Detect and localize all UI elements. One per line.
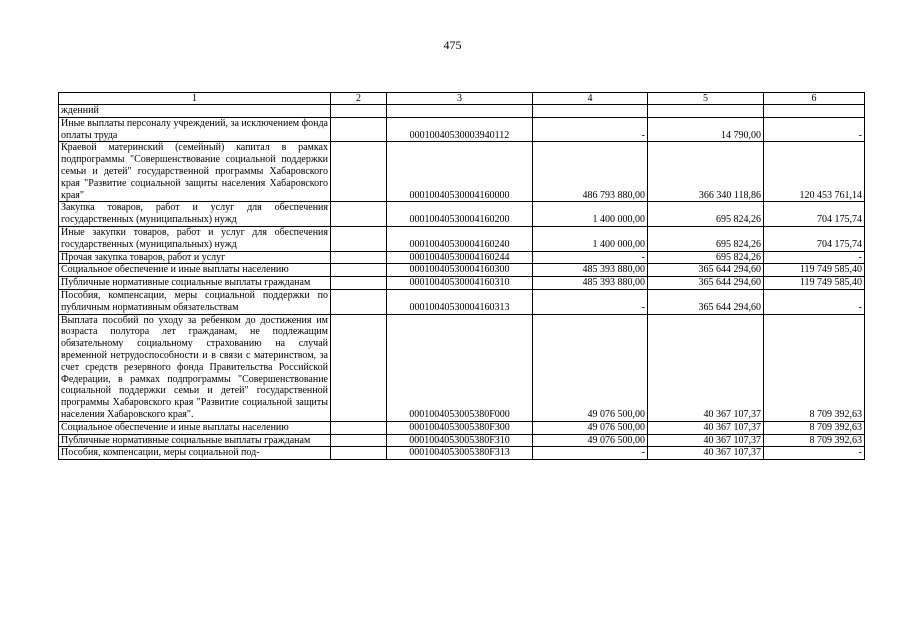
row-value-5: 695 824,26 <box>648 202 764 227</box>
table-row <box>59 142 865 202</box>
row-code: 00010040530003940112 <box>387 117 533 142</box>
row-name: Пособия, компенсации, меры социальной поддержки по публичным нормативным обязательствам <box>59 289 331 314</box>
row-code: 00010040530004160200 <box>387 202 533 227</box>
table-row <box>59 434 865 447</box>
row-name: Выплата пособий по уходу за ребенком до достижения им возраста полутора лет гражданам, не подлежащим обязательному социальному страхованию на случай временной нетрудоспособности и в связи с материнством, за счет средств резервного фонда Правительства Российской Федерации, в рамках подпрограммы "Совершенствование социальной поддержки семьи и детей" государственной программы Хабаровского края "Развитие социальной защиты населения Хабаровского края". <box>59 314 331 421</box>
row-name: Краевой материнский (семейный) капитал в рамках подпрограммы "Совершенствование социальной поддержки семьи и детей" государственной программы Хабаровского края "Развитие социальной защиты населения Хабаровского края" <box>59 142 331 202</box>
row-value-5: 366 340 118,86 <box>648 142 764 202</box>
table-row <box>59 226 865 251</box>
row-col2 <box>331 117 387 142</box>
budget-table <box>58 92 865 460</box>
row-value-4: - <box>533 251 648 264</box>
row-value-6: 8 709 392,63 <box>764 421 865 434</box>
table-row <box>59 264 865 277</box>
row-col2 <box>331 226 387 251</box>
row-value-6 <box>764 105 865 118</box>
table-row <box>59 447 865 460</box>
row-value-6: 8 709 392,63 <box>764 314 865 421</box>
row-value-4: 486 793 880,00 <box>533 142 648 202</box>
table-row <box>59 251 865 264</box>
row-value-4: - <box>533 289 648 314</box>
row-code: 00010040530004160000 <box>387 142 533 202</box>
row-col2 <box>331 202 387 227</box>
row-value-4: 485 393 880,00 <box>533 264 648 277</box>
row-value-6: 119 749 585,40 <box>764 277 865 290</box>
row-col2 <box>331 447 387 460</box>
table-row <box>59 117 865 142</box>
row-name: Закупка товаров, работ и услуг для обеспечения государственных (муниципальных) нужд <box>59 202 331 227</box>
row-name: Социальное обеспечение и иные выплаты населению <box>59 421 331 434</box>
table-row <box>59 289 865 314</box>
row-name: Пособия, компенсации, меры социальной под- <box>59 447 331 460</box>
row-code: 0001004053005380F000 <box>387 314 533 421</box>
row-name: Публичные нормативные социальные выплаты гражданам <box>59 434 331 447</box>
column-header-1: 1 <box>59 93 331 105</box>
row-value-5 <box>648 105 764 118</box>
row-code: 00010040530004160300 <box>387 264 533 277</box>
row-value-5: 40 367 107,37 <box>648 314 764 421</box>
row-value-4: 485 393 880,00 <box>533 277 648 290</box>
column-header-3: 3 <box>387 93 533 105</box>
row-name: Иные закупки товаров, работ и услуг для обеспечения государственных (муниципальных) нужд <box>59 226 331 251</box>
row-code: 00010040530004160310 <box>387 277 533 290</box>
row-value-6: 120 453 761,14 <box>764 142 865 202</box>
row-col2 <box>331 105 387 118</box>
row-value-6: - <box>764 251 865 264</box>
table-row <box>59 202 865 227</box>
row-code: 0001004053005380F310 <box>387 434 533 447</box>
row-code: 00010040530004160240 <box>387 226 533 251</box>
table-row <box>59 314 865 421</box>
row-value-6: 704 175,74 <box>764 202 865 227</box>
row-value-4: 1 400 000,00 <box>533 226 648 251</box>
row-value-5: 40 367 107,37 <box>648 434 764 447</box>
row-value-4 <box>533 105 648 118</box>
row-name: Публичные нормативные социальные выплаты гражданам <box>59 277 331 290</box>
table-row <box>59 105 865 118</box>
row-value-6: 119 749 585,40 <box>764 264 865 277</box>
column-header-6: 6 <box>764 93 865 105</box>
row-code: 0001004053005380F313 <box>387 447 533 460</box>
row-col2 <box>331 314 387 421</box>
row-value-5: 40 367 107,37 <box>648 447 764 460</box>
row-value-5: 695 824,26 <box>648 226 764 251</box>
row-col2 <box>331 434 387 447</box>
row-code: 00010040530004160313 <box>387 289 533 314</box>
row-col2 <box>331 251 387 264</box>
row-code: 00010040530004160244 <box>387 251 533 264</box>
row-value-6: 704 175,74 <box>764 226 865 251</box>
row-name: Социальное обеспечение и иные выплаты населению <box>59 264 331 277</box>
row-col2 <box>331 277 387 290</box>
row-value-4: 1 400 000,00 <box>533 202 648 227</box>
row-name: жденний <box>59 105 331 118</box>
column-header-2: 2 <box>331 93 387 105</box>
row-value-4: 49 076 500,00 <box>533 434 648 447</box>
table-row <box>59 277 865 290</box>
row-value-5: 365 644 294,60 <box>648 264 764 277</box>
row-value-5: 14 790,00 <box>648 117 764 142</box>
row-name: Иные выплаты персоналу учреждений, за исключением фонда оплаты труда <box>59 117 331 142</box>
row-col2 <box>331 264 387 277</box>
row-value-4: - <box>533 447 648 460</box>
row-code: 0001004053005380F300 <box>387 421 533 434</box>
row-code <box>387 105 533 118</box>
row-value-4: - <box>533 117 648 142</box>
row-name: Прочая закупка товаров, работ и услуг <box>59 251 331 264</box>
row-value-5: 365 644 294,60 <box>648 277 764 290</box>
row-value-5: 365 644 294,60 <box>648 289 764 314</box>
row-value-6: - <box>764 117 865 142</box>
row-value-4: 49 076 500,00 <box>533 314 648 421</box>
row-value-5: 40 367 107,37 <box>648 421 764 434</box>
row-col2 <box>331 421 387 434</box>
page-number: 475 <box>443 38 462 52</box>
table-row <box>59 421 865 434</box>
row-value-6: - <box>764 447 865 460</box>
column-header-5: 5 <box>648 93 764 105</box>
row-col2 <box>331 289 387 314</box>
row-value-5: 695 824,26 <box>648 251 764 264</box>
column-numbers-row <box>59 93 865 105</box>
row-value-6: - <box>764 289 865 314</box>
row-col2 <box>331 142 387 202</box>
row-value-6: 8 709 392,63 <box>764 434 865 447</box>
row-value-4: 49 076 500,00 <box>533 421 648 434</box>
column-header-4: 4 <box>533 93 648 105</box>
